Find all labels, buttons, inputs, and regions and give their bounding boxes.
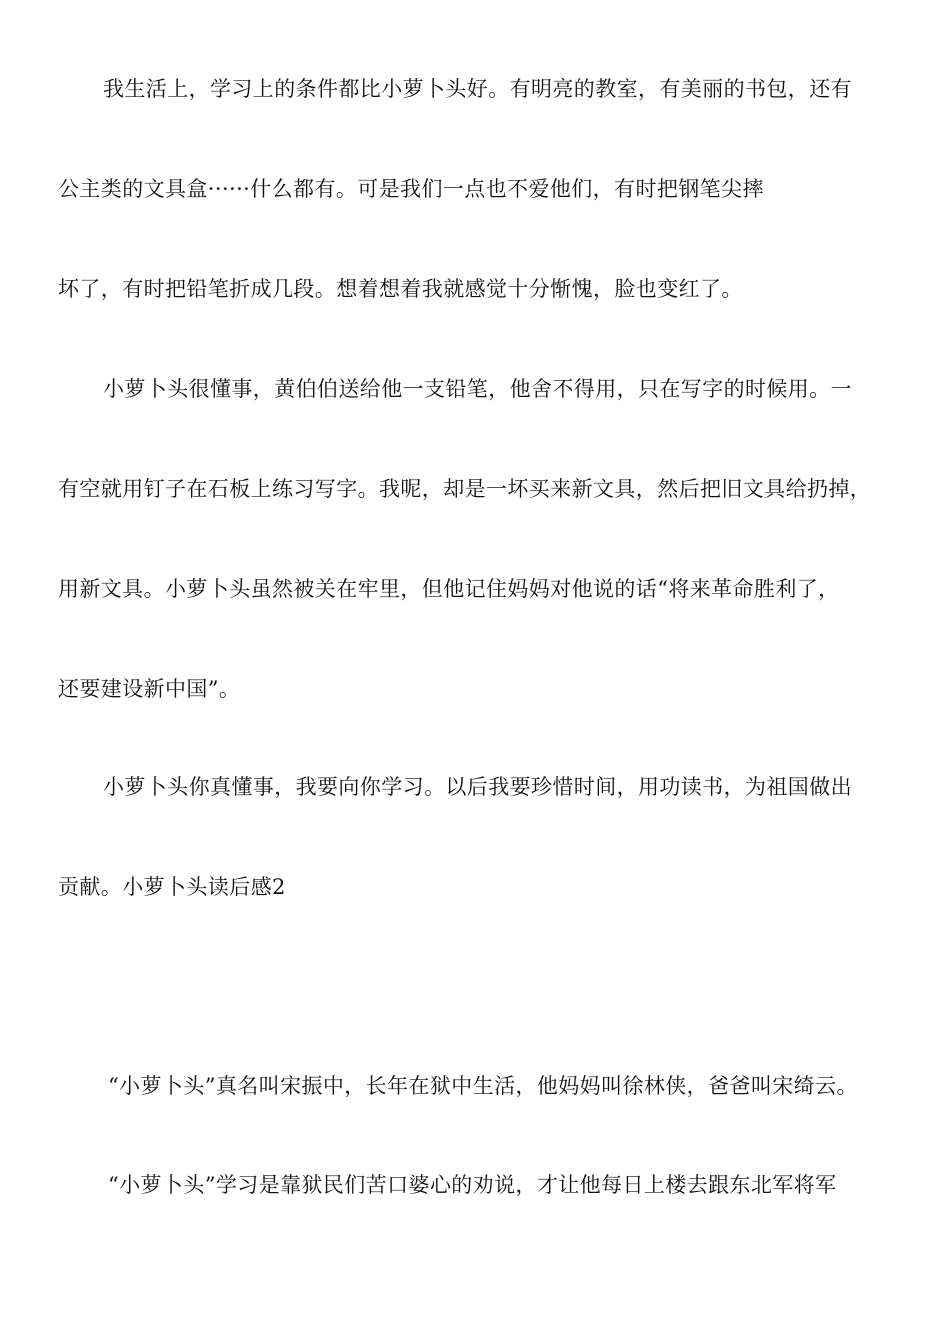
paragraph-5-line-1: “小萝卜头”学习是靠狱民们苦口婆心的劝说，才让他每日上楼去跟东北军将军 [108,1173,837,1197]
paragraph-3-line-2: 贡献。小萝卜头读后感2 [58,875,286,899]
paragraph-2-line-2: 有空就用钉子在石板上练习写字。我呢，却是一坏买来新文具，然后把旧文具给扔掉， [58,477,872,501]
paragraph-2-line-3: 用新文具。小萝卜头虽然被关在牢里，但他记住妈妈对他说的话“将来革命胜利了， [58,577,840,601]
paragraph-4-line-1: “小萝卜头”真名叫宋振中，长年在狱中生活，他妈妈叫徐林侠，爸爸叫宋绮云。 [108,1074,858,1098]
paragraph-2-line-1: 小萝卜头很懂事，黄伯伯送给他一支铅笔，他舍不得用，只在写字的时候用。一 [103,377,852,401]
paragraph-2-line-4: 还要建设新中国”。 [58,677,241,701]
paragraph-1-line-3: 坏了，有时把铅笔折成几段。想着想着我就感觉十分惭愧，脸也变红了。 [58,277,743,301]
paragraph-3-line-1: 小萝卜头你真懂事，我要向你学习。以后我要珍惜时间，用功读书，为祖国做出 [103,775,852,799]
paragraph-1-line-1: 我生活上，学习上的条件都比小萝卜头好。有明亮的教室，有美丽的书包，还有 [103,77,852,101]
paragraph-1-line-2: 公主类的文具盒······什么都有。可是我们一点也不爱他们，有时把钢笔尖摔 [58,177,764,201]
